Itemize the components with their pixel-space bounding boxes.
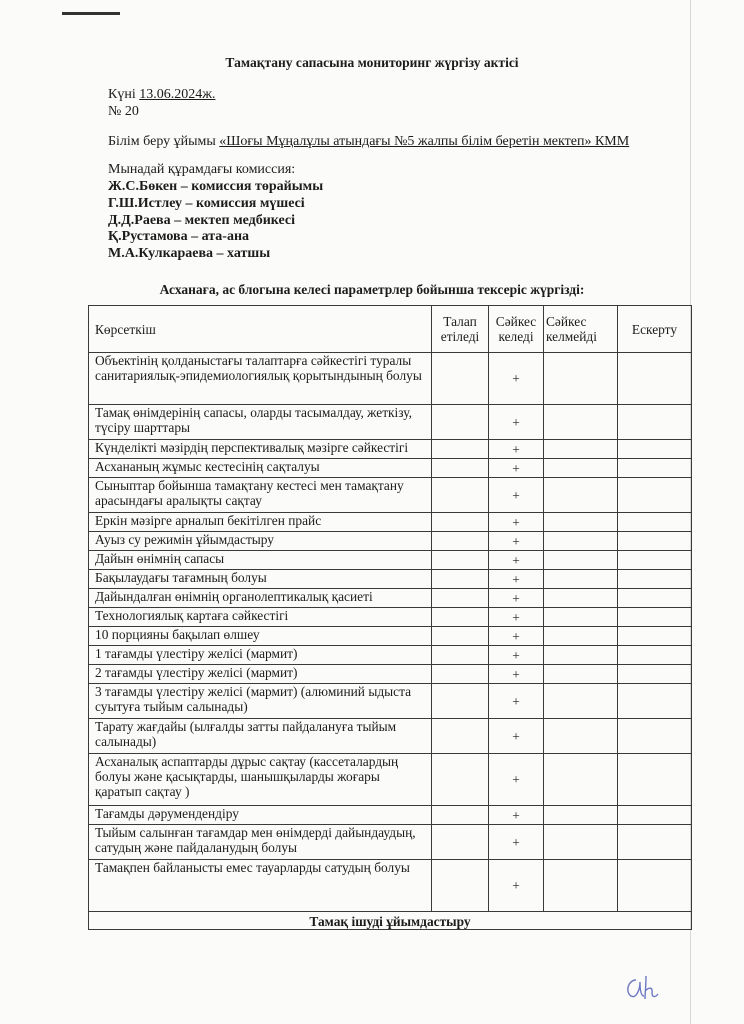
header-required: Талап етіледі: [432, 306, 489, 353]
indicator-cell: Объектінің қолданыстағы талаптарға сәйкестігі туралы санитариялық-эпидемиологиялық қорытындының болуы: [89, 353, 432, 405]
table-row: [89, 719, 692, 754]
compliant-cell: +: [489, 627, 544, 646]
noncompliant-cell: [544, 860, 618, 912]
compliant-cell: +: [489, 608, 544, 627]
note-cell: [618, 570, 692, 589]
scan-mark: [62, 12, 120, 15]
required-cell: [432, 551, 489, 570]
required-cell: [432, 405, 489, 440]
required-cell: [432, 646, 489, 665]
indicator-cell: Тамақ өнімдерінің сапасы, оларды тасымалдау, жеткізу, түсіру шарттары: [89, 405, 432, 440]
note-cell: [618, 551, 692, 570]
table-header-row: [89, 306, 692, 353]
noncompliant-cell: [544, 353, 618, 405]
required-cell: [432, 684, 489, 719]
note-cell: [618, 665, 692, 684]
indicator-cell: 10 порцияны бақылап өлшеу: [89, 627, 432, 646]
indicator-cell: Ауыз су режимін ұйымдастыру: [89, 532, 432, 551]
indicator-cell: Дайын өнімнің сапасы: [89, 551, 432, 570]
required-cell: [432, 719, 489, 754]
table-row: [89, 860, 692, 912]
indicator-cell: 1 тағамды үлестіру желісі (мармит): [89, 646, 432, 665]
compliant-cell: +: [489, 459, 544, 478]
required-cell: [432, 570, 489, 589]
header-indicator: Көрсеткіш: [89, 306, 432, 353]
commission-intro: Мынадай құрамдағы комиссия:: [108, 162, 296, 177]
date-label: Күні: [108, 87, 140, 102]
compliant-cell: +: [489, 860, 544, 912]
compliant-cell: +: [489, 684, 544, 719]
compliant-cell: +: [489, 551, 544, 570]
noncompliant-cell: [544, 806, 618, 825]
section-row: [89, 912, 692, 930]
section-title: Тамақ ішуді ұйымдастыру: [89, 912, 692, 930]
table-row: [89, 405, 692, 440]
compliant-cell: +: [489, 478, 544, 513]
indicator-cell: Тағамды дәрумендендіру: [89, 806, 432, 825]
note-cell: [618, 806, 692, 825]
table-row: [89, 532, 692, 551]
inspection-table: [88, 305, 692, 930]
required-cell: [432, 513, 489, 532]
organization-line: [108, 134, 629, 150]
table-row: [89, 806, 692, 825]
indicator-cell: Асхананың жұмыс кестесінің сақталуы: [89, 459, 432, 478]
table-row: [89, 353, 692, 405]
date-line: [108, 87, 215, 103]
noncompliant-cell: [544, 825, 618, 860]
table-row: [89, 684, 692, 719]
indicator-cell: Еркін мәзірге арналып бекітілген прайс: [89, 513, 432, 532]
noncompliant-cell: [544, 440, 618, 459]
compliant-cell: +: [489, 665, 544, 684]
noncompliant-cell: [544, 719, 618, 754]
org-value: «Шоғы Мұңалұлы атындағы №5 жалпы білім беретін мектеп» КММ: [219, 134, 630, 149]
required-cell: [432, 478, 489, 513]
act-number: № 20: [108, 104, 139, 119]
note-cell: [618, 719, 692, 754]
required-cell: [432, 754, 489, 806]
required-cell: [432, 440, 489, 459]
note-cell: [618, 684, 692, 719]
noncompliant-cell: [544, 646, 618, 665]
noncompliant-cell: [544, 459, 618, 478]
compliant-cell: +: [489, 719, 544, 754]
required-cell: [432, 665, 489, 684]
table-row: [89, 513, 692, 532]
table-row: [89, 825, 692, 860]
note-cell: [618, 532, 692, 551]
compliant-cell: +: [489, 405, 544, 440]
required-cell: [432, 806, 489, 825]
compliant-cell: +: [489, 440, 544, 459]
table-row: [89, 665, 692, 684]
noncompliant-cell: [544, 627, 618, 646]
noncompliant-cell: [544, 551, 618, 570]
compliant-cell: +: [489, 513, 544, 532]
commission-member: Қ.Рустамова – ата-ана: [108, 229, 250, 244]
compliant-cell: +: [489, 532, 544, 551]
note-cell: [618, 589, 692, 608]
noncompliant-cell: [544, 513, 618, 532]
table-row: [89, 478, 692, 513]
commission-member: Г.Ш.Истлеу – комиссия мүшесі: [108, 196, 305, 211]
note-cell: [618, 440, 692, 459]
compliant-cell: +: [489, 754, 544, 806]
required-cell: [432, 532, 489, 551]
header-note: Ескерту: [618, 306, 692, 353]
indicator-cell: Технологиялық картаға сәйкестігі: [89, 608, 432, 627]
indicator-cell: Тамақпен байланысты емес тауарларды сатудың болуы: [89, 860, 432, 912]
note-cell: [618, 513, 692, 532]
document-title: Тамақтану сапасына мониторинг жүргізу актісі: [225, 55, 519, 70]
required-cell: [432, 627, 489, 646]
noncompliant-cell: [544, 665, 618, 684]
table-row: [89, 589, 692, 608]
required-cell: [432, 608, 489, 627]
note-cell: [618, 459, 692, 478]
note-cell: [618, 646, 692, 665]
commission-member: М.А.Кулкараева – хатшы: [108, 246, 271, 261]
indicator-cell: 3 тағамды үлестіру желісі (мармит) (алюминий ыдыста суытуға тыйым салынады): [89, 684, 432, 719]
date-value: 13.06.2024ж.: [139, 87, 216, 102]
compliant-cell: +: [489, 825, 544, 860]
noncompliant-cell: [544, 754, 618, 806]
table-caption: Асханаға, ас блогына келесі параметрлер бойынша тексеріс жүргізді:: [159, 282, 585, 297]
commission-member: Ж.С.Бөкен – комиссия төрайымы: [108, 179, 324, 194]
indicator-cell: Күнделікті мәзірдің перспективалық мәзірге сәйкестігі: [89, 440, 432, 459]
note-cell: [618, 478, 692, 513]
org-label: Білім беру ұйымы: [108, 134, 220, 149]
noncompliant-cell: [544, 532, 618, 551]
indicator-cell: Сыныптар бойынша тамақтану кестесі мен тамақтану арасындағы аралықты сақтау: [89, 478, 432, 513]
indicator-cell: Бақылаудағы тағамның болуы: [89, 570, 432, 589]
indicator-cell: Тарату жағдайы (ылғалды затты пайдалануға тыйым салынады): [89, 719, 432, 754]
note-cell: [618, 353, 692, 405]
indicator-cell: Асханалық аспаптарды дұрыс сақтау (кассеталардың болуы және қасықтарды, шанышқыларды жоғары қаратып сақтау ): [89, 754, 432, 806]
compliant-cell: +: [489, 646, 544, 665]
note-cell: [618, 608, 692, 627]
required-cell: [432, 353, 489, 405]
note-cell: [618, 754, 692, 806]
table-row: [89, 646, 692, 665]
noncompliant-cell: [544, 684, 618, 719]
commission-member: Д.Д.Раева – мектеп медбикесі: [108, 213, 295, 228]
indicator-cell: Дайындалған өнімнің органолептикалық қасиеті: [89, 589, 432, 608]
table-row: [89, 627, 692, 646]
header-compliant: Сәйкес келеді: [489, 306, 544, 353]
table-row: [89, 440, 692, 459]
note-cell: [618, 860, 692, 912]
note-cell: [618, 825, 692, 860]
compliant-cell: +: [489, 353, 544, 405]
required-cell: [432, 825, 489, 860]
required-cell: [432, 589, 489, 608]
table-row: [89, 551, 692, 570]
required-cell: [432, 459, 489, 478]
table-row: [89, 459, 692, 478]
signature-mark: [622, 972, 668, 1002]
noncompliant-cell: [544, 589, 618, 608]
required-cell: [432, 860, 489, 912]
compliant-cell: +: [489, 570, 544, 589]
compliant-cell: +: [489, 589, 544, 608]
compliant-cell: +: [489, 806, 544, 825]
table-row: [89, 754, 692, 806]
noncompliant-cell: [544, 405, 618, 440]
indicator-cell: Тыйым салынған тағамдар мен өнімдерді дайындаудың, сатудың және пайдаланудың болуы: [89, 825, 432, 860]
indicator-cell: 2 тағамды үлестіру желісі (мармит): [89, 665, 432, 684]
table-row: [89, 570, 692, 589]
noncompliant-cell: [544, 608, 618, 627]
note-cell: [618, 627, 692, 646]
header-noncompliant: Сәйкес келмейді: [544, 306, 618, 353]
note-cell: [618, 405, 692, 440]
noncompliant-cell: [544, 478, 618, 513]
noncompliant-cell: [544, 570, 618, 589]
table-row: [89, 608, 692, 627]
